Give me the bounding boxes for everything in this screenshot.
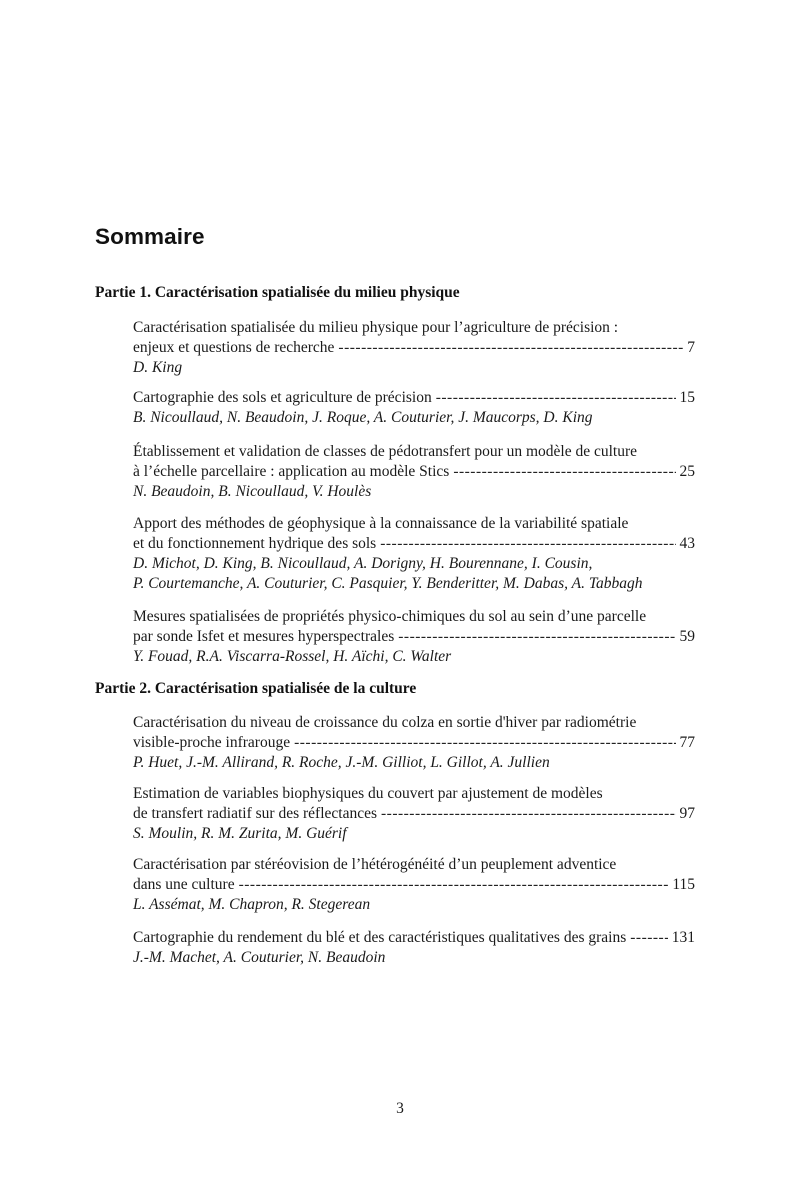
entry-title-line: Caractérisation spatialisée du milieu physique pour l’agriculture de précision : — [133, 319, 619, 336]
page-reference: 15 — [679, 389, 695, 406]
entry-leader-line — [133, 804, 695, 824]
dot-leader — [294, 733, 675, 753]
entry-title-line: Apport des méthodes de géophysique à la connaissance de la variabilité spatiale — [133, 515, 629, 532]
dot-leader — [338, 338, 683, 358]
entry-leader-line — [133, 534, 695, 554]
page-reference: 7 — [687, 339, 695, 356]
entry-title-end: par sonde Isfet et mesures hyperspectrales — [133, 628, 395, 645]
toc-entry[interactable] — [133, 442, 695, 502]
dot-leader — [239, 875, 669, 895]
entry-title-end: Cartographie du rendement du blé et des caractéristiques qualitatives des grains — [133, 929, 627, 946]
entry-leader-line — [133, 875, 695, 895]
dot-leader — [398, 627, 675, 647]
entry-leader-line — [133, 733, 695, 753]
toc-entry[interactable] — [133, 928, 695, 968]
entry-title-line: Établissement et validation de classes de pédotransfert pour un modèle de culture — [133, 443, 638, 460]
entry-title-end: à l’échelle parcellaire : application au modèle Stics — [133, 463, 450, 480]
entry-leader-line — [133, 388, 695, 408]
page-reference: 115 — [672, 876, 695, 893]
dot-leader — [436, 388, 676, 408]
toc-entry[interactable] — [133, 713, 695, 773]
page-number: 3 — [396, 1100, 404, 1117]
page-reference: 43 — [679, 535, 695, 552]
entry-leader-line — [133, 627, 695, 647]
entry-title-line: Mesures spatialisées de propriétés physico-chimiques du sol au sein d’une parcelle — [133, 608, 647, 625]
entry-title-end: Cartographie des sols et agriculture de précision — [133, 389, 432, 406]
entry-title-end: de transfert radiatif sur des réflectances — [133, 805, 377, 822]
page-reference: 131 — [671, 929, 695, 946]
page-reference: 77 — [679, 734, 695, 751]
entry-title-line: Estimation de variables biophysiques du couvert par ajustement de modèles — [133, 785, 603, 802]
entry-authors: S. Moulin, R. M. Zurita, M. Guérif — [133, 825, 347, 842]
page-reference: 25 — [679, 463, 695, 480]
entry-leader-line — [133, 462, 695, 482]
entry-authors: P. Courtemanche, A. Couturier, C. Pasquier, Y. Benderitter, M. Dabas, A. Tabbagh — [133, 575, 643, 592]
entry-leader-line — [133, 338, 695, 358]
entry-leader-line — [133, 928, 695, 948]
page-reference: 59 — [679, 628, 695, 645]
dot-leader — [380, 534, 675, 554]
entry-authors: D. Michot, D. King, B. Nicoullaud, A. Dorigny, H. Bourennane, I. Cousin, — [133, 555, 593, 572]
entry-title-end: visible-proche infrarouge — [133, 734, 291, 751]
entry-title-line: Caractérisation du niveau de croissance du colza en sortie d'hiver par radiométrie — [133, 714, 637, 731]
entry-title-end: et du fonctionnement hydrique des sols — [133, 535, 377, 552]
part-heading: Partie 1. Caractérisation spatialisée du milieu physique — [95, 284, 460, 301]
entry-title-end: enjeux et questions de recherche — [133, 339, 335, 356]
page-title: Sommaire — [95, 224, 205, 249]
entry-authors: P. Huet, J.-M. Allirand, R. Roche, J.-M. Gilliot, L. Gillot, A. Jullien — [133, 754, 550, 771]
toc-entry[interactable] — [133, 318, 695, 378]
toc-entry[interactable] — [133, 855, 695, 915]
toc-entry[interactable] — [133, 784, 695, 844]
entry-authors: L. Assémat, M. Chapron, R. Stegerean — [133, 896, 371, 913]
dot-leader — [453, 462, 675, 482]
page-reference: 97 — [679, 805, 695, 822]
entry-authors: N. Beaudoin, B. Nicoullaud, V. Houlès — [133, 483, 372, 500]
toc-entry[interactable] — [133, 514, 695, 594]
entry-authors: B. Nicoullaud, N. Beaudoin, J. Roque, A. Couturier, J. Maucorps, D. King — [133, 409, 593, 426]
dot-leader — [381, 804, 676, 824]
part-heading: Partie 2. Caractérisation spatialisée de la culture — [95, 680, 417, 697]
entry-authors: D. King — [133, 359, 183, 376]
entry-authors: Y. Fouad, R.A. Viscarra-Rossel, H. Aïchi, C. Walter — [133, 648, 452, 665]
entry-authors: J.-M. Machet, A. Couturier, N. Beaudoin — [133, 949, 386, 966]
toc-entry[interactable] — [133, 388, 695, 428]
entry-title-line: Caractérisation par stéréovision de l’hétérogénéité d’un peuplement adventice — [133, 856, 617, 873]
dot-leader — [630, 928, 668, 948]
entry-title-end: dans une culture — [133, 876, 235, 893]
toc-entry[interactable] — [133, 607, 695, 667]
